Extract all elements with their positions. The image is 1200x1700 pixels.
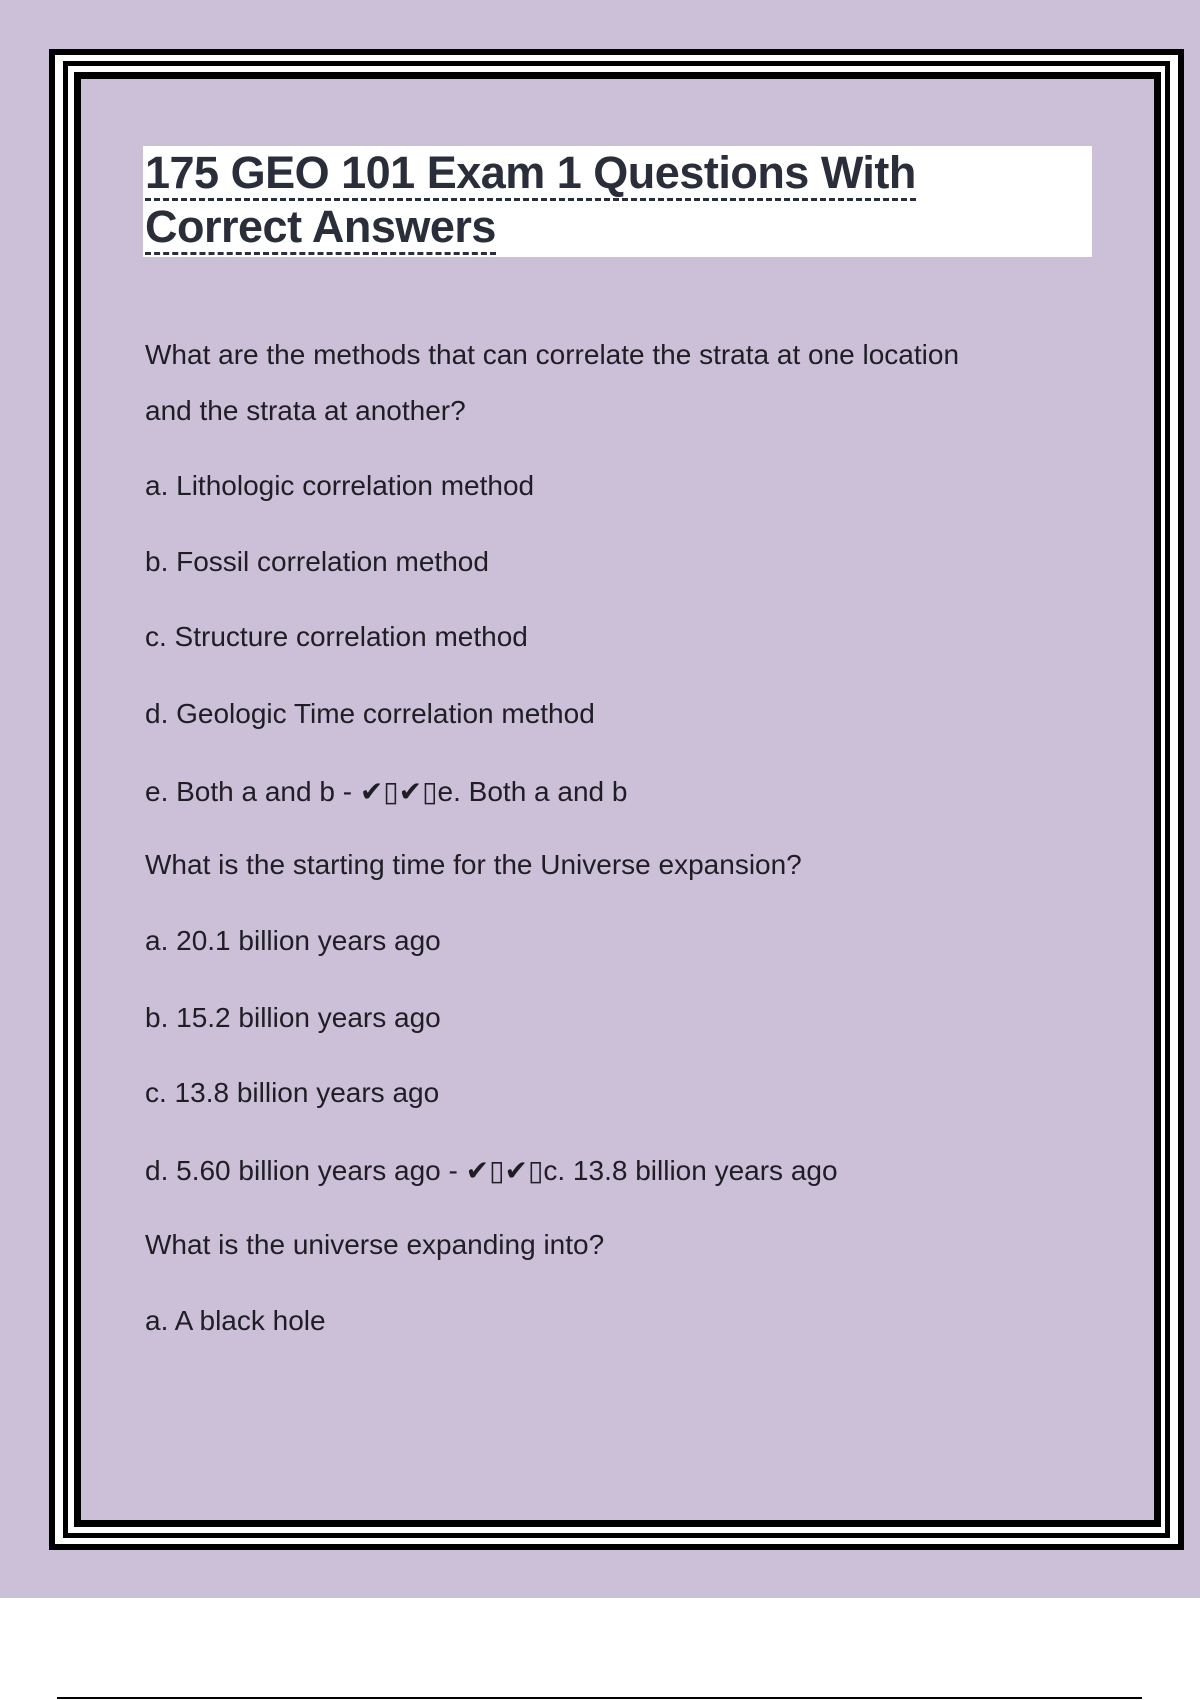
question-text: What is the universe expanding into? [145,1229,605,1260]
document-title [145,146,1045,254]
answer-option: a. Lithologic correlation method [145,470,535,501]
answer-option: c. 13.8 billion years ago [145,1077,440,1108]
question-text: What is the starting time for the Universe expansion? [145,849,802,880]
answer-option-correct: e. Both a and b - ✔▯✔▯e. Both a and b [145,776,628,807]
answer-option: d. Geologic Time correlation method [145,698,595,729]
footer-divider [57,1697,1142,1699]
answer-option: c. Structure correlation method [145,621,528,652]
answer-option: b. 15.2 billion years ago [145,1002,441,1033]
answer-option: a. A black hole [145,1305,326,1336]
title-text: 175 GEO 101 Exam 1 Questions With Correct Answers [145,147,916,255]
answer-option: a. 20.1 billion years ago [145,925,441,956]
question-text: What are the methods that can correlate the strata at one location [145,339,960,370]
answer-option: b. Fossil correlation method [145,546,489,577]
question-text: and the strata at another? [145,395,466,426]
answer-option-correct: d. 5.60 billion years ago - ✔▯✔▯c. 13.8 billion years ago [145,1155,838,1186]
